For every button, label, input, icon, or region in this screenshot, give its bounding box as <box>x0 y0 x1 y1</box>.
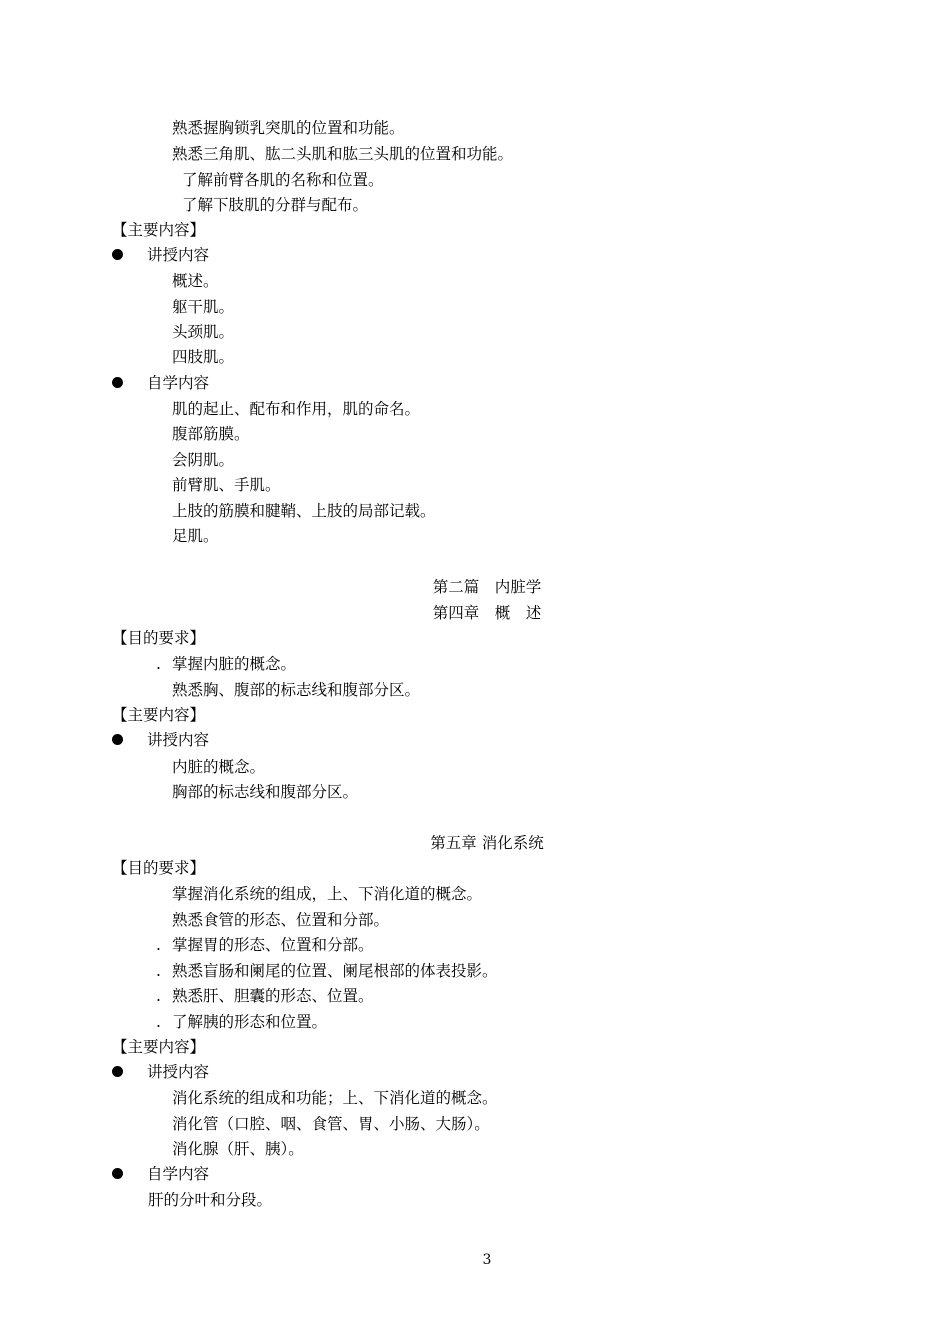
requirement-item: 熟悉胸、腹部的标志线和腹部分区。 <box>172 681 421 699</box>
chapter-title: 第四章 概 述 <box>432 604 542 622</box>
list-item: 内脏的概念。 <box>172 758 266 776</box>
requirement-item: 掌握消化系统的组成，上、下消化道的概念。 <box>172 885 483 903</box>
list-item: 足肌。 <box>172 527 219 545</box>
list-item: 消化腺（肝、胰）。 <box>172 1140 304 1158</box>
list-item: 肌的起止、配布和作用，肌的命名。 <box>172 400 421 418</box>
page-number: 3 <box>482 1252 492 1268</box>
self-study-label: 自学内容 <box>147 374 210 392</box>
list-item: 概述。 <box>172 272 219 290</box>
list-item: 头颈肌。 <box>172 323 235 341</box>
bullet-icon <box>112 377 123 388</box>
self-study-label: 自学内容 <box>147 1165 210 1183</box>
goal-heading: 【目的要求】 <box>112 859 206 877</box>
list-item: 会阴肌。 <box>172 451 235 469</box>
bullet-icon <box>112 1168 123 1179</box>
requirement-item: 熟悉食管的形态、位置和分部。 <box>172 911 390 929</box>
list-item: 前臂肌、手肌。 <box>172 476 281 494</box>
requirement-item: 熟悉握胸锁乳突肌的位置和功能。 <box>172 119 405 137</box>
bullet-icon <box>112 734 123 745</box>
requirement-item: . 了解胰的形态和位置。 <box>156 1013 328 1031</box>
list-item: 腹部筋膜。 <box>172 425 250 443</box>
lecture-heading <box>112 245 209 265</box>
list-item: 肝的分叶和分段。 <box>148 1191 273 1209</box>
self-study-heading <box>112 373 209 393</box>
list-item: 消化管（口腔、咽、食管、胃、小肠、大肠）。 <box>172 1115 490 1133</box>
lecture-label: 讲授内容 <box>147 731 210 749</box>
bullet-icon <box>112 249 123 260</box>
requirement-item: . 掌握胃的形态、位置和分部。 <box>156 936 374 954</box>
chapter-title: 第五章 消化系统 <box>430 834 544 852</box>
requirement-item: 了解前臂各肌的名称和位置。 <box>182 171 384 189</box>
requirement-item: . 熟悉盲肠和阑尾的位置、阑尾根部的体表投影。 <box>156 962 498 980</box>
requirement-item: 熟悉三角肌、肱二头肌和肱三头肌的位置和功能。 <box>172 145 514 163</box>
requirement-item: 了解下肢肌的分群与配布。 <box>182 196 369 214</box>
requirement-item: . 掌握内脏的概念。 <box>156 655 297 673</box>
list-item: 胸部的标志线和腹部分区。 <box>172 783 359 801</box>
list-item: 消化系统的组成和功能；上、下消化道的概念。 <box>172 1089 498 1107</box>
bullet-icon <box>112 1066 123 1077</box>
list-item: 躯干肌。 <box>172 298 235 316</box>
lecture-label: 讲授内容 <box>147 246 210 264</box>
lecture-label: 讲授内容 <box>147 1063 210 1081</box>
lecture-heading <box>112 730 209 750</box>
part-title: 第二篇 内脏学 <box>432 578 542 596</box>
requirement-item: . 熟悉肝、胆囊的形态、位置。 <box>156 987 374 1005</box>
main-content-heading: 【主要内容】 <box>112 1038 206 1056</box>
main-content-heading: 【主要内容】 <box>112 706 206 724</box>
goal-heading: 【目的要求】 <box>112 629 206 647</box>
self-study-heading <box>112 1164 209 1184</box>
lecture-heading <box>112 1062 209 1082</box>
list-item: 上肢的筋膜和腱鞘、上肢的局部记载。 <box>172 502 436 520</box>
list-item: 四肢肌。 <box>172 348 235 366</box>
main-content-heading: 【主要内容】 <box>112 221 206 239</box>
